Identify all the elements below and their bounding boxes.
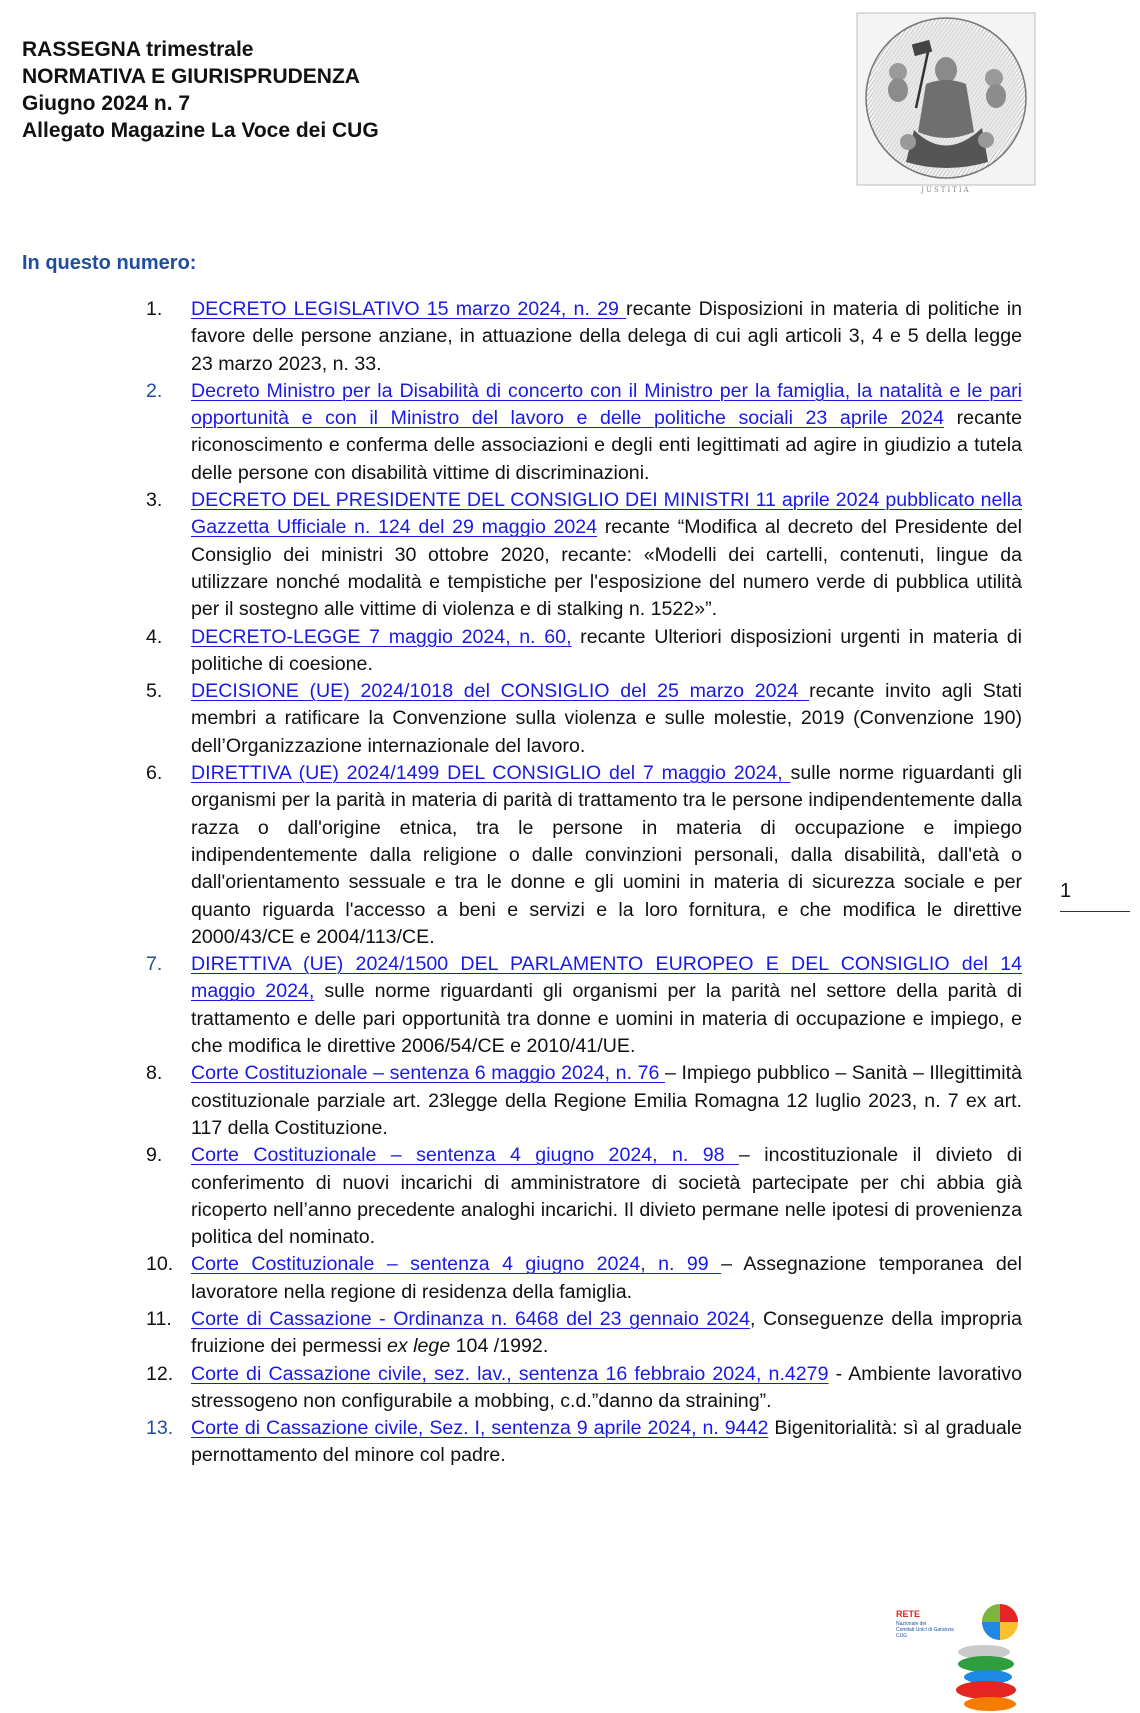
- toc-item-number: 9.: [146, 1144, 163, 1167]
- toc-item-number: 8.: [146, 1062, 163, 1085]
- logo-text-comitati: Comitati Unici di Garanzia: [896, 1627, 954, 1633]
- toc-link-corte-costituzionale-99[interactable]: Corte Costituzionale – sentenza 4 giugno 2024, n. 99: [191, 1253, 722, 1276]
- logo-text-nazionale: Nazionale dei: [896, 1621, 927, 1627]
- toc-item-description: recante “Modifica al decreto del Presidente del Consiglio dei ministri 30 ottobre 2020, recante: «Modelli dei cartelli, contenuti, lingue da utilizzare nonché modalità e tempistiche per l'esposizione del numero verde di pubblica utilità per il sostegno alle vittime di violenza e di stalking n. 1522»”.: [191, 516, 1022, 621]
- toc-item-description: , Conseguenze della impropria fruizione dei permessi: [191, 1307, 1022, 1358]
- toc-item-description: recante Disposizioni in materia di politiche in favore delle persone anziane, in attuazione della delega di cui agli articoli 3, 4 e 5 della legge 23 marzo 2023, n. 33.: [191, 298, 1022, 375]
- page-number-value: 1: [1060, 880, 1072, 902]
- logo-text-rete: RETE: [896, 1609, 921, 1619]
- toc-item-number: 1.: [146, 298, 163, 320]
- toc-item-12: [146, 1361, 1022, 1416]
- page-number-rule: [1060, 911, 1130, 912]
- toc-item-number: 4.: [146, 625, 163, 648]
- toc-item-description: recante invito agli Stati membri a ratificare la Convenzione sulla violenza e sulle molestie, 2019 (Convenzione 190) dell’Organizzazione internazionale del lavoro.: [191, 680, 1022, 757]
- justitia-engraving-image: [856, 12, 1036, 198]
- toc-link-cassazione-ordinanza-6468[interactable]: Corte di Cassazione - Ordinanza n. 6468 del 23 gennaio 2024: [191, 1307, 750, 1330]
- toc-heading: In questo numero:: [22, 252, 197, 274]
- emblem-caption: JUSTITIA: [921, 186, 971, 194]
- toc-item-number: 5.: [146, 680, 163, 703]
- toc-item-number: 6.: [146, 762, 163, 785]
- toc-item-6: [146, 760, 1022, 951]
- toc-item-2: [146, 378, 1022, 487]
- toc-item-description: recante riconoscimento e conferma delle associazioni e degli enti legittimati ad agire in giudizio a tutela delle persone con disabilità vittime di discriminazioni.: [191, 407, 1022, 484]
- toc-item-1: [146, 296, 1022, 378]
- toc-item-description: sulle norme riguardanti gli organismi per la parità nel settore della parità di trattamento e delle pari opportunità tra donne e uomini in materia di occupazione e impiego, e che modifica le direttive 2006/54/CE e 2010/41/UE.: [191, 980, 1022, 1058]
- toc-item-emphasis: ex lege: [387, 1335, 451, 1358]
- toc-item-description: – Impiego pubblico – Sanità – Illegittimità costituzionale parziale art. 23legge della Regione Emilia Romagna 12 luglio 2023, n. 7 ex art. 117 della Costituzione.: [191, 1062, 1022, 1139]
- toc-item-3: [146, 487, 1022, 623]
- toc-item-number: 13.: [146, 1417, 174, 1440]
- toc-item-9: [146, 1142, 1022, 1251]
- toc-item-10: [146, 1251, 1022, 1306]
- toc-link-direttiva-ue-2024-1499[interactable]: DIRETTIVA (UE) 2024/1499 DEL CONSIGLIO del 7 maggio 2024,: [191, 762, 791, 785]
- toc-item-description: Bigenitorialità: sì al graduale pernottamento del minore col padre.: [191, 1417, 1022, 1467]
- toc-item-number: 10.: [146, 1253, 174, 1276]
- document-header: [22, 36, 379, 144]
- toc-link-cassazione-9442[interactable]: Corte di Cassazione civile, Sez. I, sentenza 9 aprile 2024, n. 9442: [191, 1417, 769, 1440]
- toc-link-cassazione-4279[interactable]: Corte di Cassazione civile, sez. lav., sentenza 16 febbraio 2024, n.4279: [191, 1362, 829, 1385]
- toc-item-13: [146, 1415, 1022, 1470]
- toc-item-11: [146, 1306, 1022, 1361]
- header-line-title: RASSEGNA trimestrale: [22, 38, 254, 61]
- toc-link-dpcm-11-aprile-2024[interactable]: DECRETO DEL PRESIDENTE DEL CONSIGLIO DEI MINISTRI 11 aprile 2024 pubblicato nella Gazzetta Ufficiale n. 124 del 29 maggio 2024: [191, 489, 1022, 539]
- toc-item-7: [146, 951, 1022, 1060]
- toc-item-description: - Ambiente lavorativo stressogeno non configurabile a mobbing, c.d.”danno da straining”.: [191, 1362, 1022, 1412]
- toc-item-description: sulle norme riguardanti gli organismi per la parità in materia di parità di trattamento tra le persone indipendentemente dalla razza o dall'origine etnica, tra le persone in materia di occupazione e impiego indipendentemente dalla religione o dalle convinzioni personali, dalla disabilità, dall'età o dall'orientamento sessuale e tra le donne e gli uomini in materia di sicurezza sociale e per quanto riguarda l'accesso a beni e servizi e la loro fornitura, e che modifica le direttive 2000/43/CE e 2004/113/CE.: [191, 762, 1022, 948]
- header-line-attachment: Allegato Magazine La Voce dei CUG: [22, 119, 379, 142]
- toc-item-description: – Assegnazione temporanea del lavoratore nella regione di residenza della famiglia.: [191, 1253, 1022, 1303]
- toc-item-4: [146, 624, 1022, 679]
- toc-item-5: [146, 678, 1022, 760]
- toc-link-corte-costituzionale-98[interactable]: Corte Costituzionale – sentenza 4 giugno 2024, n. 98: [191, 1144, 739, 1167]
- toc-item-description: recante Ulteriori disposizioni urgenti in materia di politiche di coesione.: [191, 625, 1022, 675]
- toc-item-number: 12.: [146, 1362, 174, 1385]
- header-line-issue: Giugno 2024 n. 7: [22, 92, 191, 115]
- logo-text-cug: CUG: [896, 1633, 908, 1639]
- header-line-subject: NORMATIVA E GIURISPRUDENZA: [22, 65, 360, 88]
- toc-link-direttiva-ue-2024-1500[interactable]: DIRETTIVA (UE) 2024/1500 DEL PARLAMENTO EUROPEO E DEL CONSIGLIO del 14 maggio 2024,: [191, 953, 1022, 1003]
- toc-link-corte-costituzionale-76[interactable]: Corte Costituzionale – sentenza 6 maggio 2024, n. 76: [191, 1062, 665, 1085]
- toc-link-decreto-ministro-disabilita[interactable]: Decreto Ministro per la Disabilità di concerto con il Ministro per la famiglia, la natalità e le pari opportunità e con il Ministro del lavoro e delle politiche sociali 23 aprile 2024: [191, 379, 1022, 430]
- toc-item-number: 3.: [146, 489, 163, 512]
- toc-item-description-end: 104 /1992.: [450, 1335, 549, 1358]
- toc-link-decisione-ue-2024-1018[interactable]: DECISIONE (UE) 2024/1018 del CONSIGLIO del 25 marzo 2024: [191, 680, 810, 703]
- toc-item-8: [146, 1060, 1022, 1142]
- toc-item-number: 7.: [146, 953, 163, 976]
- toc-item-number: 2.: [146, 379, 163, 402]
- page-number: [1060, 880, 1130, 903]
- toc-item-description: – incostituzionale il divieto di conferimento di nuovi incarichi di amministratore di società partecipate per chi abbia già ricoperto nell’anno precedente analoghi incarichi. Il divieto permane nelle ipotesi di provenienza politica del nominato.: [191, 1144, 1022, 1249]
- toc-item-number: 11.: [146, 1307, 172, 1330]
- rete-cug-logo: [888, 1600, 1038, 1713]
- toc-list: [146, 296, 1022, 1470]
- toc-link-decreto-legge-60[interactable]: DECRETO-LEGGE 7 maggio 2024, n. 60,: [191, 625, 572, 648]
- toc-link-decreto-legislativo-29[interactable]: DECRETO LEGISLATIVO 15 marzo 2024, n. 29: [191, 298, 627, 320]
